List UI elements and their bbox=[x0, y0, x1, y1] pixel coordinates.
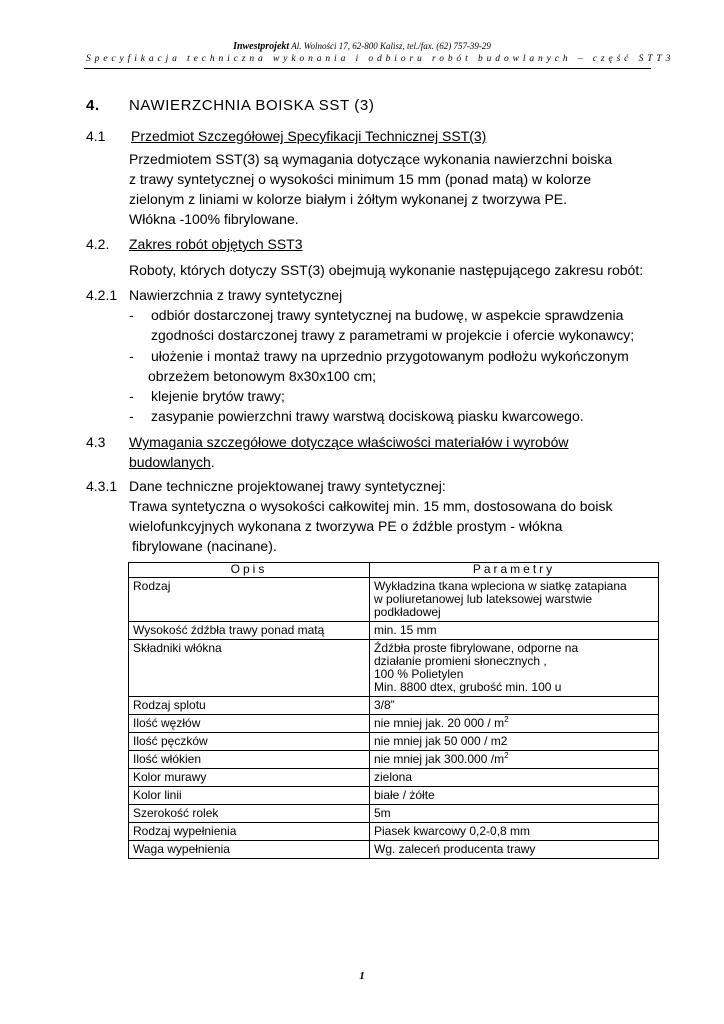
table-row bbox=[129, 715, 659, 733]
table-cell-value-text: nie mniej jak 300.000 /m bbox=[374, 752, 505, 766]
table-cell-label: Wysokość źdźbła trawy ponad matą bbox=[129, 622, 370, 640]
subsection-4-3-title-line2: budowlanych bbox=[129, 454, 211, 470]
table-cell-value bbox=[370, 841, 659, 859]
table-cell-label: Rodzaj wypełnienia bbox=[129, 823, 370, 841]
table-cell-value-text: nie mniej jak. 20 000 / m bbox=[374, 716, 505, 730]
table-cell-label: Kolor linii bbox=[129, 787, 370, 805]
subsection-4-2-number: 4.2. bbox=[86, 236, 110, 252]
table-body bbox=[129, 578, 659, 859]
table-cell-value-text: zielona bbox=[374, 770, 413, 784]
subsection-4-1-number: 4.1 bbox=[86, 128, 106, 144]
table-cell-value-line bbox=[374, 825, 655, 838]
list-dash: - bbox=[129, 388, 134, 404]
table-cell-value bbox=[370, 578, 659, 622]
subsection-4-2-1-title: Nawierzchnia z trawy syntetycznej bbox=[129, 287, 343, 303]
table-cell-value-text: Wykładzina tkana wpleciona w siatkę zatapiana bbox=[374, 579, 627, 593]
table-cell-value-text: nie mniej jak 50 000 / m2 bbox=[374, 734, 508, 748]
table-cell-value bbox=[370, 769, 659, 787]
table-cell-value-line bbox=[374, 771, 655, 784]
table-cell-value-text: Min. 8800 dtex, grubość min. 100 u bbox=[374, 680, 562, 694]
table-cell-value-text: 3/8” bbox=[374, 698, 395, 712]
table-cell-value-line bbox=[374, 699, 655, 712]
table-cell-value-text: 5m bbox=[374, 806, 391, 820]
subsection-4-3-title-dot: . bbox=[210, 454, 215, 470]
list-dash: - bbox=[129, 307, 134, 323]
subsection-4-3-number: 4.3 bbox=[86, 434, 106, 450]
header-divider bbox=[84, 68, 651, 69]
paragraph-line: Włókna -100% fibrylowane. bbox=[129, 211, 299, 227]
table-cell-label: Ilość węzłów bbox=[129, 715, 370, 733]
paragraph-line: zielonym z liniami w kolorze białym i żółtym wykonanej z tworzywa PE. bbox=[129, 191, 568, 207]
table-cell-value-text: Piasek kwarcowy 0,2-0,8 mm bbox=[374, 824, 531, 838]
section-title: NAWIERZCHNIA BOISKA SST (3) bbox=[129, 97, 375, 114]
table-cell-value-line bbox=[374, 789, 655, 802]
table-cell-value-text: min. 15 mm bbox=[374, 623, 437, 637]
table-cell-value-text: 100 % Polietylen bbox=[374, 667, 464, 681]
table-cell-label: Ilość pęczków bbox=[129, 733, 370, 751]
table-cell-value bbox=[370, 715, 659, 733]
table-cell-value bbox=[370, 640, 659, 697]
table-cell-label: Szerokość rolek bbox=[129, 805, 370, 823]
subsection-4-1-title: Przedmiot Szczegółowej Specyfikacji Technicznej SST(3) bbox=[131, 128, 487, 144]
table-row bbox=[129, 841, 659, 859]
table-row bbox=[129, 769, 659, 787]
table-cell-value-line bbox=[374, 843, 655, 856]
header-brand: Inwestprojekt bbox=[233, 41, 290, 52]
table-row bbox=[129, 622, 659, 640]
specification-table bbox=[128, 562, 659, 859]
table-cell-value bbox=[370, 697, 659, 715]
table-cell-value-line bbox=[374, 717, 655, 730]
table-cell-value-text: Źdźbła proste fibrylowane, odporne na bbox=[374, 641, 579, 655]
superscript: 2 bbox=[504, 751, 509, 760]
table-cell-value bbox=[370, 733, 659, 751]
table-cell-value-line bbox=[374, 735, 655, 748]
table-header-parameters: Parametry bbox=[370, 563, 659, 578]
table-cell-value-text: Wg. zaleceń producenta trawy bbox=[374, 842, 536, 856]
subsection-4-2-1-number: 4.2.1 bbox=[86, 287, 118, 303]
superscript: 2 bbox=[504, 715, 509, 724]
subsection-4-3-title-cont bbox=[129, 452, 215, 472]
table-row bbox=[129, 805, 659, 823]
table-cell-label: Waga wypełnienia bbox=[129, 841, 370, 859]
table-row bbox=[129, 733, 659, 751]
table-cell-value bbox=[370, 823, 659, 841]
paragraph-line: Przedmiotem SST(3) są wymagania dotyczące wykonania nawierzchni boiska bbox=[129, 151, 613, 167]
table-cell-label: Składniki włókna bbox=[129, 640, 370, 697]
table-header-description: Opis bbox=[129, 563, 370, 578]
table-cell-value bbox=[370, 622, 659, 640]
list-dash: - bbox=[129, 408, 134, 424]
table-row bbox=[129, 578, 659, 622]
subsection-4-3-title: Wymagania szczegółowe dotyczące właściwości materiałów i wyrobów bbox=[129, 434, 569, 450]
list-item: zgodności dostarczonej trawy z parametrami w projekcie i ofercie wykonawcy; bbox=[151, 327, 635, 343]
subsection-4-2-title: Zakres robót objętych SST3 bbox=[129, 236, 303, 252]
table-cell-value-line bbox=[374, 753, 655, 766]
list-item: obrzeżem betonowym 8x30x100 cm; bbox=[148, 368, 376, 384]
paragraph-line: fibrylowane (nacinane). bbox=[132, 538, 277, 554]
table-cell-label: Kolor murawy bbox=[129, 769, 370, 787]
table-cell-value-text: w poliuretanowej lub lateksowej warstwie bbox=[374, 592, 593, 606]
table-cell-value-text: białe / żółte bbox=[374, 788, 435, 802]
table-row bbox=[129, 823, 659, 841]
section-number: 4. bbox=[86, 97, 100, 114]
table-cell-value-text: działanie promieni słonecznych , bbox=[374, 654, 547, 668]
table-cell-value bbox=[370, 805, 659, 823]
table-cell-label: Ilość włókien bbox=[129, 751, 370, 769]
page-number: 1 bbox=[359, 970, 365, 982]
subsection-4-3-1-number: 4.3.1 bbox=[86, 478, 118, 494]
list-item: klejenie brytów trawy; bbox=[151, 388, 285, 404]
list-dash: - bbox=[129, 348, 134, 364]
table-row bbox=[129, 640, 659, 697]
header-subtitle: Specyfikacja techniczna wykonania i odbioru robót budowlanych – część STT3 bbox=[86, 54, 675, 64]
table-cell-value-line bbox=[374, 606, 655, 619]
table-cell-value-text: podkładowej bbox=[374, 605, 441, 619]
paragraph-line: z trawy syntetycznej o wysokości minimum 15 mm (ponad matą) w kolorze bbox=[129, 171, 592, 187]
table-header-row bbox=[129, 563, 659, 578]
paragraph-line: Trawa syntetyczna o wysokości całkowitej min. 15 mm, dostosowana do boisk bbox=[129, 498, 613, 514]
table-row bbox=[129, 751, 659, 769]
table-cell-value-line bbox=[374, 807, 655, 820]
header-address: Al. Wolności 17, 62-800 Kalisz, tel./fax. (62) 757-39-29 bbox=[291, 41, 491, 51]
paragraph-line: Roboty, których dotyczy SST(3) obejmują wykonanie następującego zakresu robót: bbox=[129, 262, 644, 278]
header-company-line bbox=[0, 41, 724, 52]
table-cell-value bbox=[370, 787, 659, 805]
table-cell-label: Rodzaj bbox=[129, 578, 370, 622]
paragraph-line: wielofunkcyjnych wykonana z tworzywa PE o źdźble prostym - włókna bbox=[129, 518, 563, 534]
list-item: ułożenie i montaż trawy na uprzednio przygotowanym podłożu wykończonym bbox=[151, 348, 629, 364]
table-cell-value bbox=[370, 751, 659, 769]
list-item: zasypanie powierzchni trawy warstwą dociskową piasku kwarcowego. bbox=[151, 408, 584, 424]
table-cell-value-line bbox=[374, 681, 655, 694]
table-row bbox=[129, 787, 659, 805]
table-cell-value-line bbox=[374, 624, 655, 637]
table-row bbox=[129, 697, 659, 715]
table-cell-label: Rodzaj splotu bbox=[129, 697, 370, 715]
list-item: odbiór dostarczonej trawy syntetycznej na budowę, w aspekcie sprawdzenia bbox=[151, 307, 624, 323]
subsection-4-3-1-title: Dane techniczne projektowanej trawy syntetycznej: bbox=[129, 478, 446, 494]
